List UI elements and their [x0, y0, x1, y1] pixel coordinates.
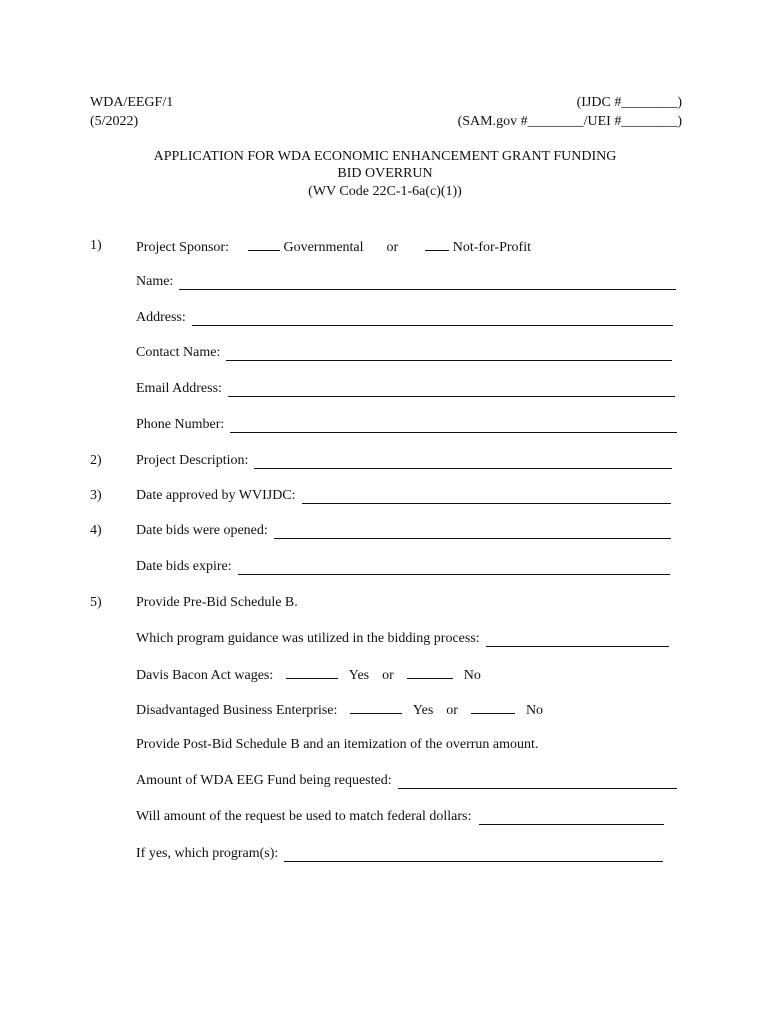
- bids-expire-field[interactable]: [238, 561, 670, 575]
- date-approved-row: [136, 486, 671, 504]
- address-field[interactable]: [192, 312, 673, 326]
- section-number-1: 1): [90, 238, 102, 253]
- davis-bacon-no-label: No: [463, 668, 481, 683]
- not-for-profit-checkline[interactable]: [425, 237, 449, 251]
- form-subtitle: BID OVERRUN: [337, 166, 433, 181]
- bids-opened-field[interactable]: [274, 525, 671, 539]
- bids-expire-label: Date bids expire:: [136, 559, 232, 574]
- contact-name-field[interactable]: [226, 347, 672, 361]
- davis-bacon-no-line[interactable]: [407, 665, 453, 679]
- form-title: APPLICATION FOR WDA ECONOMIC ENHANCEMENT GRANT FUNDING: [153, 149, 617, 164]
- bids-opened-row: [136, 521, 671, 539]
- name-field[interactable]: [179, 276, 676, 290]
- program-guidance-label: Which program guidance was utilized in the bidding process:: [136, 631, 480, 646]
- bids-opened-label: Date bids were opened:: [136, 523, 268, 538]
- davis-bacon-or-label: or: [382, 668, 394, 683]
- sponsor-or-label: or: [386, 240, 399, 255]
- wv-code-citation: (WV Code 22C-1-6a(c)(1)): [308, 184, 462, 199]
- governmental-checkline[interactable]: [248, 237, 280, 251]
- which-program-field[interactable]: [284, 848, 663, 862]
- match-federal-row: [136, 807, 664, 825]
- address-label: Address:: [136, 310, 186, 325]
- section-number-3: 3): [90, 488, 102, 503]
- project-description-field[interactable]: [254, 455, 672, 469]
- sam-uei-number: (SAM.gov #________/UEI #________): [457, 114, 682, 129]
- match-federal-field[interactable]: [479, 811, 664, 825]
- project-description-row: [136, 451, 672, 469]
- date-approved-label: Date approved by WVIJDC:: [136, 488, 296, 503]
- dbe-no-label: No: [525, 703, 544, 718]
- phone-field[interactable]: [230, 419, 677, 433]
- form-date: (5/2022): [90, 114, 139, 129]
- dbe-label: Disadvantaged Business Enterprise:: [136, 703, 338, 718]
- email-label: Email Address:: [136, 381, 222, 396]
- amount-requested-row: [136, 771, 677, 789]
- governmental-label: Governmental: [283, 240, 364, 255]
- ijdc-number: (IJDC #________): [576, 95, 682, 110]
- davis-bacon-label: Davis Bacon Act wages:: [136, 668, 274, 683]
- amount-requested-label: Amount of WDA EEG Fund being requested:: [136, 773, 392, 788]
- name-label: Name:: [136, 274, 174, 289]
- dbe-yes-line[interactable]: [350, 700, 402, 714]
- dbe-yes-label: Yes: [412, 703, 434, 718]
- contact-row: [136, 343, 672, 361]
- match-federal-label: Will amount of the request be used to match federal dollars:: [136, 809, 472, 824]
- davis-bacon-yes-label: Yes: [348, 668, 370, 683]
- phone-label: Phone Number:: [136, 417, 225, 432]
- project-description-label: Project Description:: [136, 453, 249, 468]
- post-bid-instruction: Provide Post-Bid Schedule B and an itemization of the overrun amount.: [136, 737, 539, 752]
- which-program-label: If yes, which program(s):: [136, 846, 279, 861]
- program-guidance-row: [136, 629, 669, 647]
- name-row: [136, 272, 676, 290]
- dbe-row: [136, 700, 543, 719]
- section-number-2: 2): [90, 453, 102, 468]
- davis-bacon-row: [136, 665, 481, 684]
- section-number-4: 4): [90, 523, 102, 538]
- bids-expire-row: [136, 557, 670, 575]
- project-sponsor-row: [136, 237, 531, 256]
- not-for-profit-label: Not-for-Profit: [452, 240, 531, 255]
- program-guidance-field[interactable]: [486, 633, 669, 647]
- phone-row: [136, 415, 677, 433]
- amount-requested-field[interactable]: [398, 775, 677, 789]
- form-id: WDA/EEGF/1: [90, 95, 174, 110]
- pre-bid-instruction: Provide Pre-Bid Schedule B.: [136, 595, 298, 610]
- project-sponsor-label: Project Sponsor:: [136, 240, 229, 255]
- date-approved-field[interactable]: [302, 490, 671, 504]
- address-row: [136, 308, 673, 326]
- email-row: [136, 379, 675, 397]
- email-field[interactable]: [228, 383, 675, 397]
- dbe-no-line[interactable]: [471, 700, 515, 714]
- contact-name-label: Contact Name:: [136, 345, 221, 360]
- which-program-row: [136, 844, 663, 862]
- davis-bacon-yes-line[interactable]: [286, 665, 338, 679]
- dbe-or-label: or: [446, 703, 458, 718]
- section-number-5: 5): [90, 595, 102, 610]
